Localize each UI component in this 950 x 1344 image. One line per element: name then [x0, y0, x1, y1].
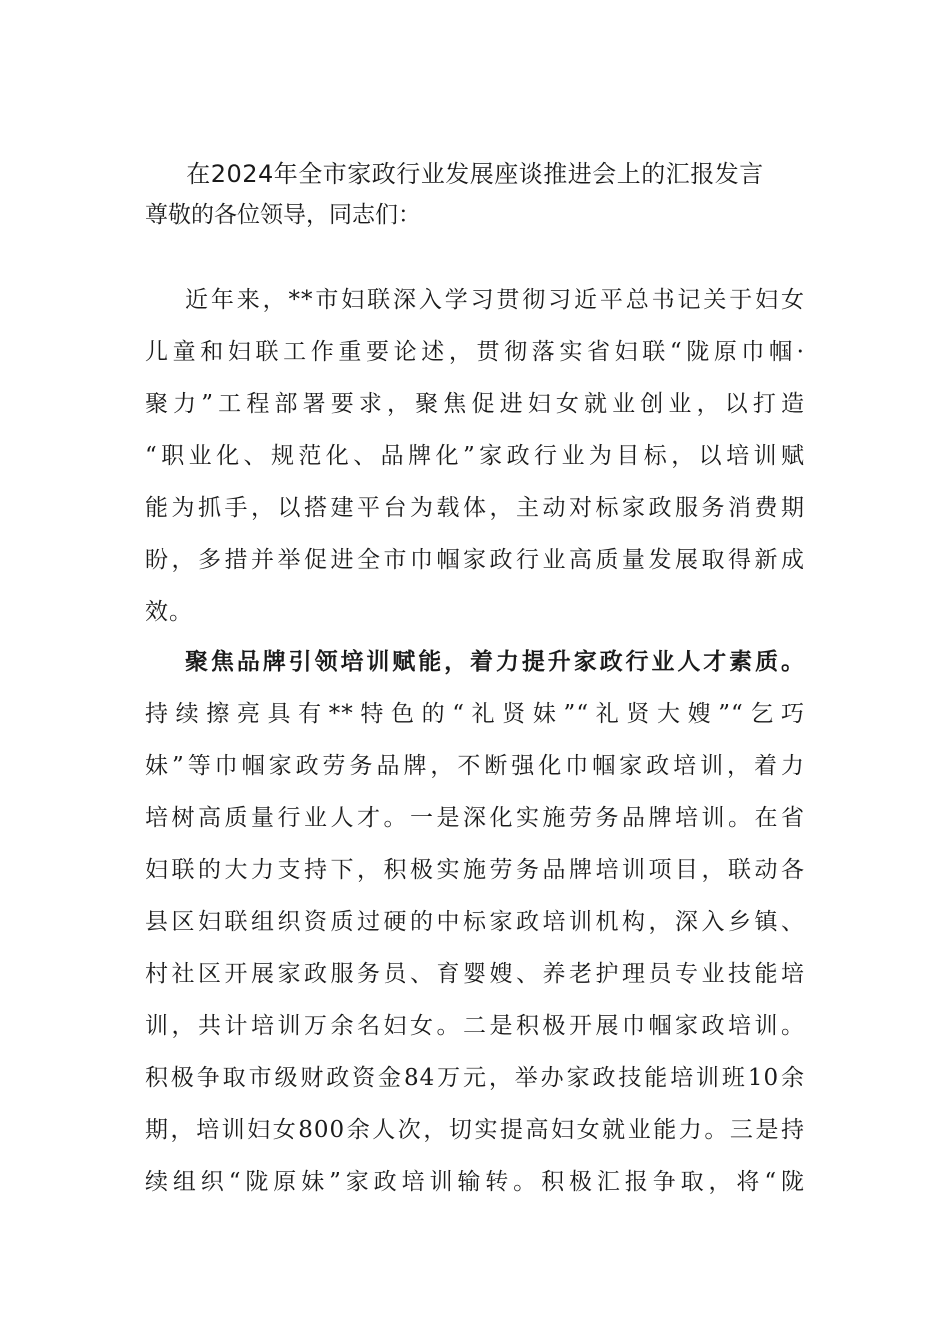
paragraph-line: 期，培训妇女800余人次，切实提高妇女就业能力。三是持 — [145, 1117, 805, 1143]
salutation: 尊敬的各位领导，同志们： — [145, 202, 421, 228]
paragraph-intro — [145, 274, 805, 638]
paragraph-line: 聚力”工程部署要求，聚焦促进妇女就业创业，以打造 — [145, 391, 805, 417]
paragraph-line: 儿童和妇联工作重要论述，贯彻落实省妇联“陇原巾帼· — [145, 339, 805, 365]
paragraph-line: 妇联的大力支持下，积极实施劳务品牌培训项目，联动各 — [145, 857, 805, 883]
paragraph-line: 效。 — [145, 599, 193, 625]
paragraph-line: “职业化、规范化、品牌化”家政行业为目标，以培训赋 — [145, 443, 805, 469]
paragraph-line: 妹”等巾帼家政劳务品牌，不断强化巾帼家政培训，着力 — [145, 753, 805, 779]
paragraph-section-one — [145, 636, 805, 1208]
section-heading: 聚焦品牌引领培训赋能，着力提升家政行业人才素质。 — [185, 649, 805, 675]
paragraph-line: 近年来，**市妇联深入学习贯彻习近平总书记关于妇女 — [185, 287, 805, 313]
paragraph-line: 盼，多措并举促进全市巾帼家政行业高质量发展取得新成 — [145, 547, 805, 573]
paragraph-line: 训，共计培训万余名妇女。二是积极开展巾帼家政培训。 — [145, 1013, 805, 1039]
paragraph-line: 县区妇联组织资质过硬的中标家政培训机构，深入乡镇、 — [145, 909, 805, 935]
paragraph-line: 村社区开展家政服务员、育婴嫂、养老护理员专业技能培 — [145, 961, 805, 987]
paragraph-line: 培树高质量行业人才。一是深化实施劳务品牌培训。在省 — [145, 805, 805, 831]
paragraph-line: 持续擦亮具有**特色的“礼贤妹”“礼贤大嫂”“乞巧 — [145, 701, 805, 727]
document-title: 在2024年全市家政行业发展座谈推进会上的汇报发言 — [186, 160, 764, 188]
paragraph-line: 续组织“陇原妹”家政培训输转。积极汇报争取，将“陇 — [145, 1169, 805, 1195]
paragraph-line: 能为抓手，以搭建平台为载体，主动对标家政服务消费期 — [145, 495, 805, 521]
paragraph-line: 积极争取市级财政资金84万元，举办家政技能培训班10余 — [145, 1065, 805, 1091]
